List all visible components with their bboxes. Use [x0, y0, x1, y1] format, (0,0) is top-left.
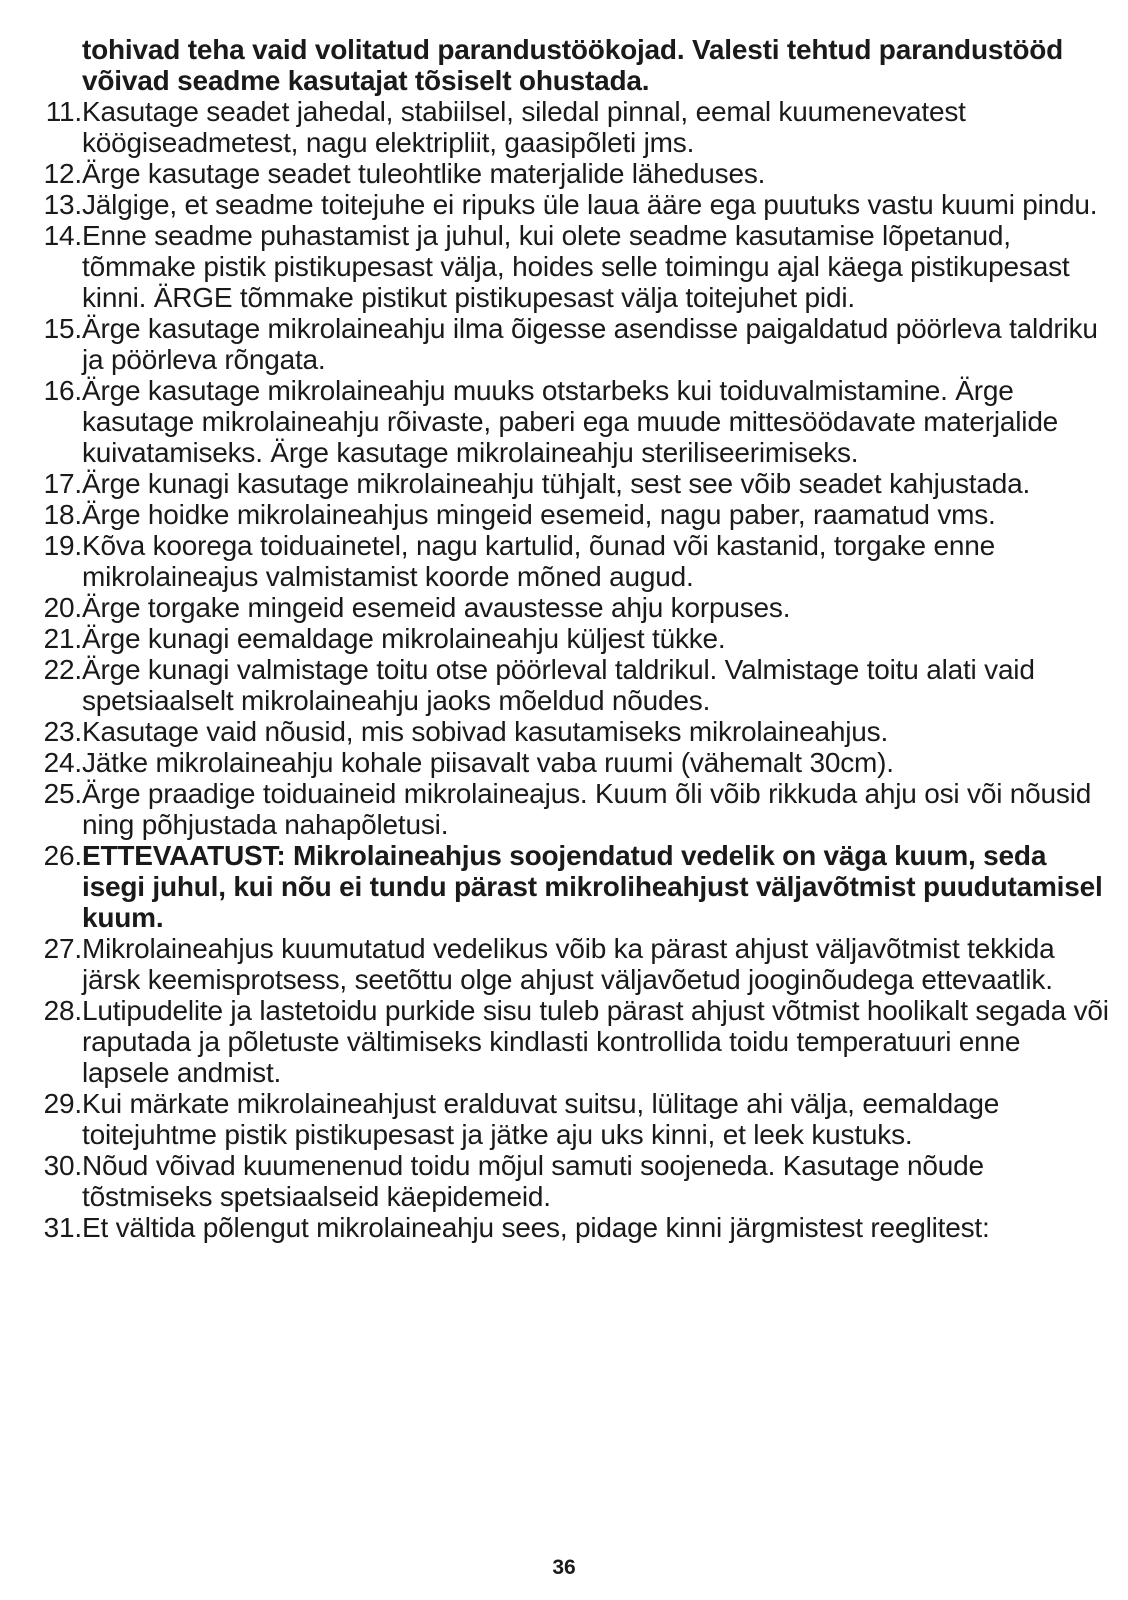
- item-number: 13.: [43, 189, 82, 220]
- item-text: Ärge kasutage mikrolaineahju ilma õigesse asendisse paigaldatud pöörleva taldriku ja pöörleva rõngata.: [82, 313, 1098, 375]
- item-text: Ärge kunagi valmistage toitu otse pöörleval taldrikul. Valmistage toitu alati vaid spetsiaalselt mikrolaineahju jaoks mõeldud nõudes.: [82, 654, 1035, 716]
- item-number: 17.: [43, 468, 82, 499]
- item-number: 27.: [43, 933, 82, 964]
- item-text: Ärge kasutage seadet tuleohtlike materjalide läheduses.: [82, 158, 766, 189]
- list-item: [30, 1212, 1110, 1243]
- list-item: [30, 747, 1110, 778]
- item-text: Kui märkate mikrolaineahjust eralduvat suitsu, lülitage ahi välja, eemaldage toitejuhtme pistik pistikupesast ja jätke aju uks kinni, et leek kustuks.: [82, 1088, 1000, 1150]
- list-item: [30, 499, 1110, 530]
- item-number: 20.: [43, 592, 82, 623]
- list-item: [30, 716, 1110, 747]
- item-number: 28.: [43, 995, 82, 1026]
- item-text: Mikrolaineahjus kuumutatud vedelikus võib ka pärast ahjust väljavõtmist tekkida järsk keemisprotsess, seetõttu olge ahjust väljavõetud jooginõudega ettevaatlik.: [82, 933, 1055, 995]
- item-text: Et vältida põlengut mikrolaineahju sees, pidage kinni järgmistest reeglitest:: [82, 1212, 990, 1243]
- list-item: [30, 96, 1110, 158]
- item-number: 30.: [43, 1150, 82, 1181]
- item-text: Kasutage seadet jahedal, stabiilsel, siledal pinnal, eemal kuumenevatest köögiseadmetest, nagu elektripliit, gaasipõleti jms.: [82, 96, 966, 158]
- item-number: 12.: [43, 158, 82, 189]
- item-text: ETTEVAATUST: Mikrolaineahjus soojendatud vedelik on väga kuum, seda isegi juhul, kui nõu ei tundu pärast mikroliheahjust väljavõtmist puudutamisel kuum.: [82, 840, 1103, 933]
- list-item: [30, 778, 1110, 840]
- list-item: [30, 1088, 1110, 1150]
- item-text: Nõud võivad kuumenenud toidu mõjul samuti soojeneda. Kasutage nõude tõstmiseks spetsiaalseid käepidemeid.: [82, 1150, 984, 1212]
- list-item: [30, 995, 1110, 1088]
- list-item: [30, 623, 1110, 654]
- item-number: 11.: [45, 96, 82, 127]
- item-text: Kasutage vaid nõusid, mis sobivad kasutamiseks mikrolaineahjus.: [82, 716, 889, 747]
- item-number: 15.: [43, 313, 82, 344]
- item-number: 18.: [43, 499, 82, 530]
- list-item: [30, 933, 1110, 995]
- item-text: Ärge kasutage mikrolaineahju muuks otstarbeks kui toiduvalmistamine. Ärge kasutage mikrolaineahju rõivaste, paberi ega muude mittesöödavate materjalide kuivatamiseks. Ärge kasutage mikrolaineahju steriliseerimiseks.: [82, 375, 1059, 468]
- item-number: 23.: [43, 716, 82, 747]
- continued-text: tohivad teha vaid volitatud parandustöökojad. Valesti tehtud parandustööd võivad seadme kasutajat tõsiselt ohustada.: [82, 34, 1064, 96]
- item-number: 19.: [43, 530, 82, 561]
- manual-page: [30, 34, 1110, 1243]
- list-item: [30, 189, 1110, 220]
- safety-instructions-list: [30, 96, 1110, 1243]
- item-number: 16.: [43, 375, 82, 406]
- item-text: Lutipudelite ja lastetoidu purkide sisu tuleb pärast ahjust võtmist hoolikalt segada või raputada ja põletuste vältimiseks kindlasti kontrollida toidu temperatuuri enne lapsele andmist.: [82, 995, 1109, 1088]
- list-item: [30, 220, 1110, 313]
- item-text: Kõva koorega toiduainetel, nagu kartulid, õunad või kastanid, torgake enne mikrolaineajus valmistamist koorde mõned augud.: [82, 530, 995, 592]
- item-text: Ärge kunagi kasutage mikrolaineahju tühjalt, sest see võib seadet kahjustada.: [82, 468, 1031, 499]
- item-number: 31.: [43, 1212, 82, 1243]
- continued-paragraph: [30, 34, 1110, 96]
- item-text: Ärge hoidke mikrolaineahjus mingeid esemeid, nagu paber, raamatud vms.: [82, 499, 996, 530]
- item-text: Jätke mikrolaineahju kohale piisavalt vaba ruumi (vähemalt 30cm).: [82, 747, 894, 778]
- item-number: 25.: [43, 778, 82, 809]
- item-text: Jälgige, et seadme toitejuhe ei ripuks üle laua ääre ega puutuks vastu kuumi pindu.: [82, 189, 1098, 220]
- item-text: Ärge praadige toiduaineid mikrolaineajus. Kuum õli võib rikkuda ahju osi või nõusid ning põhjustada nahapõletusi.: [82, 778, 1092, 840]
- item-number: 24.: [43, 747, 82, 778]
- item-number: 22.: [43, 654, 82, 685]
- item-number: 14.: [43, 220, 82, 251]
- item-number: 21.: [43, 623, 82, 654]
- item-number: 26.: [43, 840, 82, 871]
- list-item: [30, 654, 1110, 716]
- list-item: [30, 1150, 1110, 1212]
- list-item: [30, 468, 1110, 499]
- page-number: 36: [552, 1556, 576, 1579]
- item-text: Ärge torgake mingeid esemeid avaustesse ahju korpuses.: [82, 592, 791, 623]
- list-item: [30, 313, 1110, 375]
- list-item: [30, 530, 1110, 592]
- item-text: Ärge kunagi eemaldage mikrolaineahju küljest tükke.: [82, 623, 726, 654]
- list-item: [30, 840, 1110, 933]
- list-item: [30, 375, 1110, 468]
- list-item: [30, 158, 1110, 189]
- item-number: 29.: [43, 1088, 82, 1119]
- list-item: [30, 592, 1110, 623]
- item-text: Enne seadme puhastamist ja juhul, kui olete seadme kasutamise lõpetanud, tõmmake pistik pistikupesast välja, hoides selle toimingu ajal käega pistikupesast kinni. ÄRGE tõmmake pistikut pistikupesast välja toitejuhet pidi.: [82, 220, 1070, 313]
